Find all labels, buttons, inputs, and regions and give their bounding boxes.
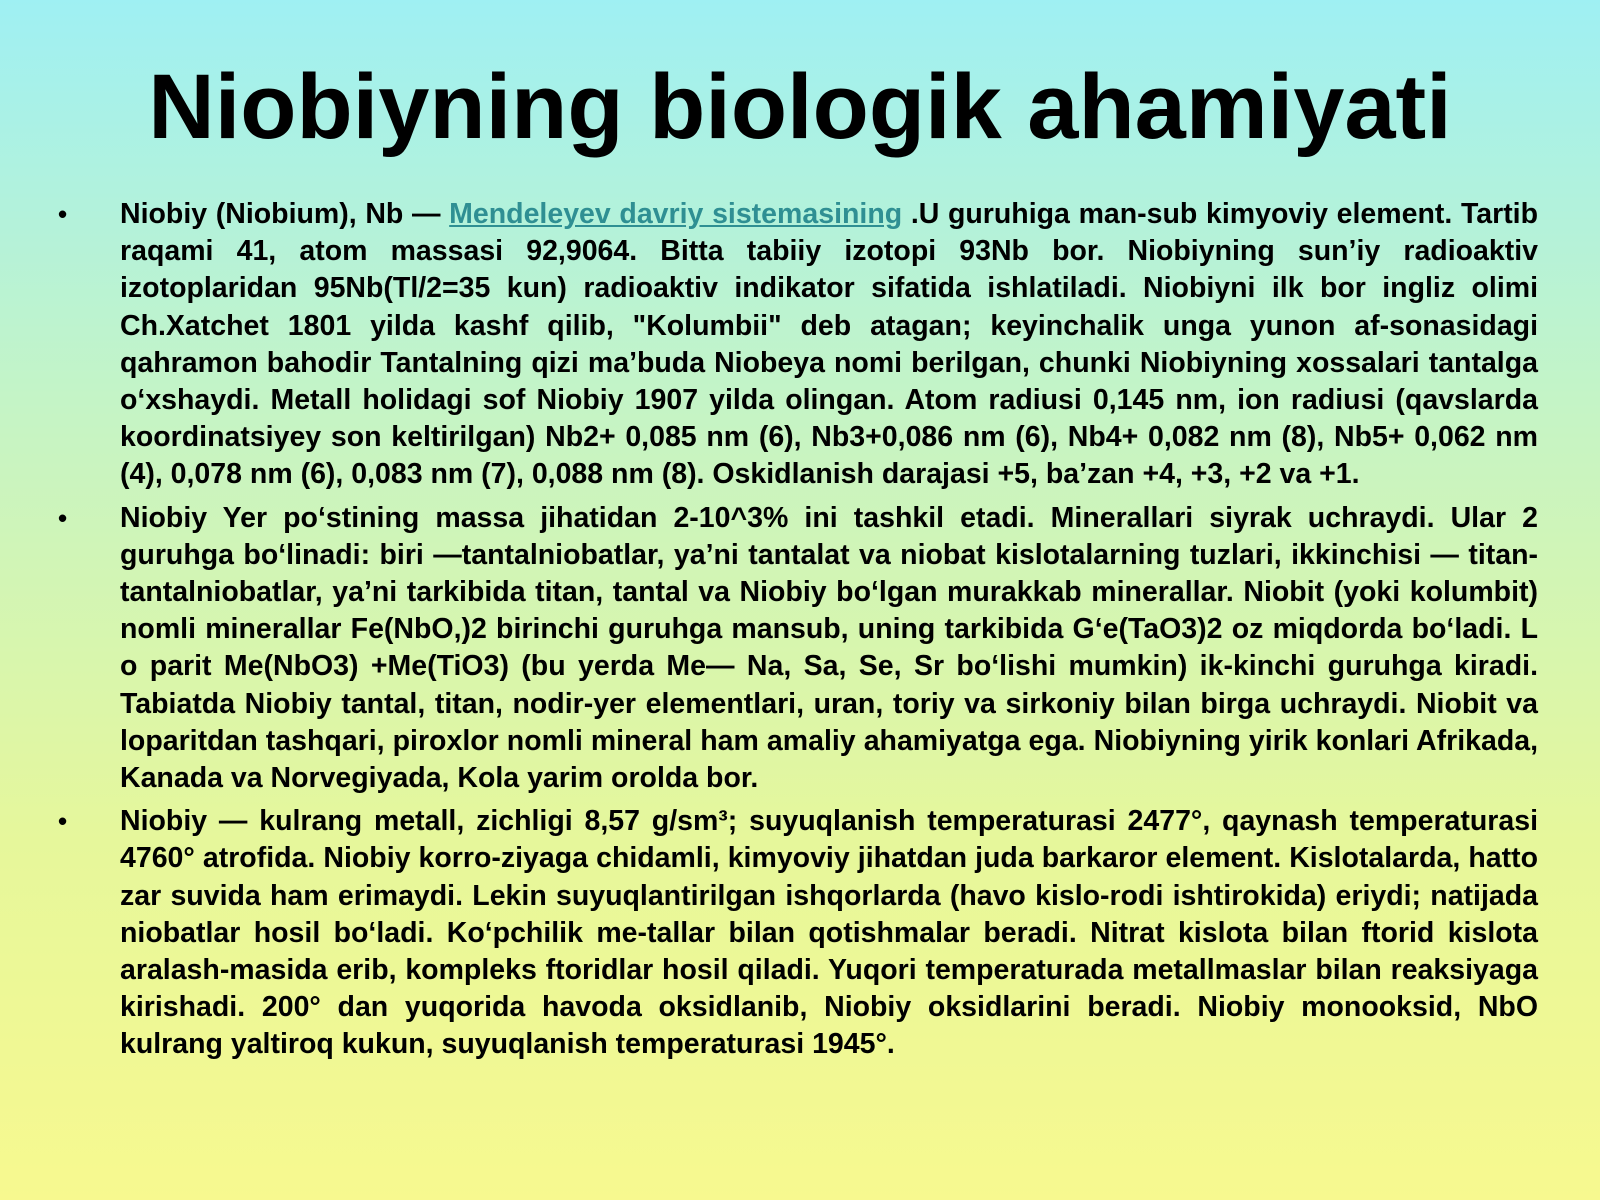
paragraph-1-rest: .U guruhiga man-sub kimyoviy element. Tartib raqami 41, atom massasi 92,9064. Bitta tabiiy izotopi 93Nb bor. Niobiyning sun’iy radioaktiv izotoplaridan 95Nb(Tl/2=35 kun) radioaktiv indikator sifatida ishlatiladi. Niobiyni ilk bor ingliz olimi Ch.Xatchet 1801 yilda kashf qilib, "Kolumbii" deb atagan; keyinchalik unga yunon af-sonasidagi qahramon bahodir Tantalning qizi ma’buda Niobeya nomi berilgan, chunki Niobiyning xossalari tantalga o‘xshaydi. Metall holidagi sof Niobiy 1907 yilda olingan. Atom radiusi 0,145 nm, ion radiusi (qavslarda koordinatsiyey son keltirilgan) Nb2+ 0,085 nm (6), Nb3+0,086 nm (6), Nb4+ 0,082 nm (8), Nb5+ 0,062 nm (4), 0,078 nm (6), 0,083 nm (7), 0,088 nm (8). Oskidlanish darajasi +5, ba’zan +4, +3, +2 va +1. — [120, 198, 1539, 491]
bullet-item-1 — [58, 196, 1538, 494]
slide-title: Niobiyning biologik ahamiyati — [148, 56, 1452, 158]
paragraph-1-start: Niobiy (Niobium), Nb — — [120, 198, 450, 230]
bullet-icon: • — [58, 806, 68, 837]
bullet-icon: • — [58, 502, 68, 533]
bullet-item-3 — [58, 803, 1538, 1063]
mendeleyev-link[interactable]: Mendeleyev davriy sistemasining — [449, 198, 903, 230]
bullet-icon: • — [58, 199, 68, 229]
paragraph-3-text: Niobiy — kulrang metall, zichligi 8,57 g/sm³; suyuqlanish temperaturasi 2477°, qaynash temperaturasi 4760° atrofida. Niobiy korro-ziyaga chidamli, kimyoviy jihatdan juda barkaror element. Kislotalarda, hatto zar suvida ham erimaydi. Lekin suyuqlantirilgan ishqorlarda (havo kislo-rodi ishtirokida) eriydi; natijada niobatlar hosil bo‘ladi. Ko‘pchilik me-tallar bilan qotishmalar beradi. Nitrat kislota bilan ftorid kislota aralash-masida erib, kompleks ftoridlar hosil qiladi. Yuqori temperaturada metallmaslar bilan reaksiyaga kirishadi. 200° dan yuqorida havoda oksidlanib, Niobiy oksidlarini beradi. Niobiy monooksid, NbO kulrang yaltiroq kukun, suyuqlanish temperaturasi 1945°. — [120, 805, 1538, 1061]
paragraph-2-text: Niobiy Yer po‘stining massa jihatidan 2-10^3% ini tashkil etadi. Minerallari siyrak uchraydi. Ular 2 guruhga bo‘linadi: biri —tantalniobatlar, ya’ni tantalat va niobat kislotalarning tuzlari, ikkinchisi — titan-tantalniobatlar, ya’ni tarkibida titan, tantal va Niobiy bo‘lgan murakkab minerallar. Niobit (yoki kolumbit) nomli minerallar Fe(NbO,)2 birinchi guruhga mansub, uning tarkibida G‘e(TaO3)2 oz miqdorda bo‘ladi. L o parit Me(NbO3) +Me(TiO3) (bu yerda Me— Na, Sa, Se, Sr bo‘lishi mumkin) ik-kinchi guruhga kiradi. Tabiatda Niobiy tantal, titan, nodir-yer elementlari, uran, toriy va sirkoniy bilan birga uchraydi. Niobit va loparitdan tashqari, piroxlor nomli mineral ham amaliy ahamiyatga ega. Niobiyning yirik konlari Afrikada, Kanada va Norvegiyada, Kola yarim orolda bor. — [120, 501, 1538, 795]
bullet-item-2 — [58, 500, 1538, 798]
bullet-list — [58, 196, 1538, 1070]
